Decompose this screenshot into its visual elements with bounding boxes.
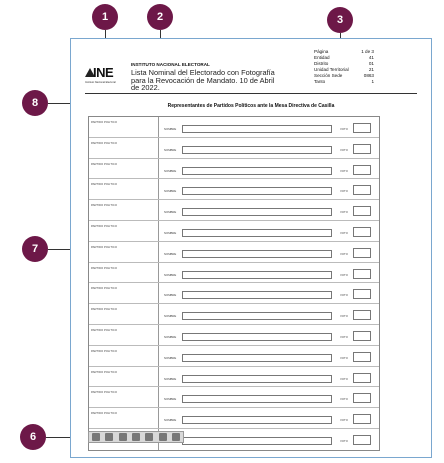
name-field[interactable]: [182, 395, 332, 403]
name-label: NOMBRE: [164, 334, 177, 339]
vote-label: VOTO: [340, 314, 348, 319]
column-divider: [158, 117, 159, 137]
name-field[interactable]: [182, 187, 332, 195]
meta-value: 01: [368, 61, 374, 67]
meta-label: Tanto: [314, 79, 326, 85]
barcode-block: [92, 433, 100, 441]
column-divider: [158, 221, 159, 241]
name-label: NOMBRE: [164, 376, 177, 381]
vote-field[interactable]: [353, 144, 371, 154]
table-row: [89, 242, 379, 263]
name-label: NOMBRE: [164, 168, 177, 173]
vote-label: VOTO: [340, 397, 348, 402]
barcode-block: [145, 433, 153, 441]
party-label: PARTIDO POLITICO: [91, 327, 118, 332]
vote-label: VOTO: [340, 355, 348, 360]
column-divider: [158, 367, 159, 387]
column-divider: [158, 325, 159, 345]
name-label: NOMBRE: [164, 230, 177, 235]
vote-label: VOTO: [340, 418, 348, 423]
table-row: [89, 367, 379, 388]
meta-value: 0863: [363, 73, 374, 79]
callout-7: 7: [22, 236, 48, 262]
column-divider: [158, 200, 159, 220]
logo-text: INE: [93, 65, 114, 80]
document-page: [70, 38, 432, 458]
column-divider: [158, 346, 159, 366]
meta-label: Entidad: [314, 55, 330, 61]
vote-label: VOTO: [340, 376, 348, 381]
institution-name: INSTITUTO NACIONAL ELECTORAL: [131, 62, 210, 67]
column-divider: [158, 138, 159, 158]
name-label: NOMBRE: [164, 127, 177, 131]
name-field[interactable]: [182, 416, 332, 424]
header-divider: [85, 93, 417, 94]
party-label: PARTIDO POLITICO: [91, 286, 118, 291]
column-divider: [158, 179, 159, 199]
table-row: [89, 117, 379, 138]
vote-field[interactable]: [353, 393, 371, 403]
vote-field[interactable]: [353, 165, 371, 175]
name-label: NOMBRE: [164, 355, 177, 360]
column-divider: [158, 304, 159, 324]
vote-field[interactable]: [353, 289, 371, 299]
callout-8: 8: [22, 90, 48, 116]
table-row: [89, 221, 379, 242]
callout-6: 6: [20, 424, 46, 450]
table-row: [89, 346, 379, 367]
vote-field[interactable]: [353, 414, 371, 424]
name-field[interactable]: [182, 208, 332, 216]
name-label: NOMBRE: [164, 251, 177, 256]
table-row: [89, 159, 379, 180]
vote-field[interactable]: [353, 269, 371, 279]
vote-label: VOTO: [340, 438, 348, 443]
meta-row: [314, 79, 374, 85]
meta-label: Distrito: [314, 61, 329, 67]
name-field[interactable]: [182, 271, 332, 279]
table-row: [89, 200, 379, 221]
name-label: NOMBRE: [164, 147, 177, 152]
callout-1: 1: [92, 4, 118, 30]
vote-field[interactable]: [353, 206, 371, 216]
name-label: NOMBRE: [164, 293, 177, 298]
vote-label: VOTO: [340, 251, 348, 256]
meta-label: Página: [314, 49, 329, 54]
name-field[interactable]: [182, 354, 332, 362]
vote-field[interactable]: [353, 227, 371, 237]
meta-value: 1 de 3: [361, 49, 374, 54]
barcode-block: [119, 433, 127, 441]
meta-label: Sección Sede: [314, 73, 343, 79]
representatives-table: [88, 116, 380, 451]
table-row: [89, 304, 379, 325]
name-field[interactable]: [182, 125, 332, 133]
table-row: [89, 325, 379, 346]
vote-field[interactable]: [353, 331, 371, 341]
name-field[interactable]: [182, 250, 332, 258]
vote-label: VOTO: [340, 334, 348, 339]
meta-value: 41: [368, 55, 374, 61]
name-field[interactable]: [182, 375, 332, 383]
vote-field[interactable]: [353, 435, 371, 445]
name-field[interactable]: [182, 146, 332, 154]
table-row: [89, 179, 379, 200]
vote-label: VOTO: [340, 147, 348, 152]
vote-label: VOTO: [340, 210, 348, 215]
party-label: PARTIDO POLITICO: [91, 223, 118, 228]
vote-label: VOTO: [340, 168, 348, 173]
party-label: PARTIDO POLITICO: [91, 120, 118, 124]
party-label: PARTIDO POLITICO: [91, 369, 118, 374]
party-label: PARTIDO POLITICO: [91, 140, 118, 145]
column-divider: [158, 263, 159, 283]
logo-subtitle: Instituto Nacional Electoral: [85, 81, 116, 84]
ine-logo: [85, 65, 116, 84]
section-title: Representantes de Partidos Políticos ante la Mesa Directiva de Casilla: [167, 103, 335, 109]
column-divider: [158, 408, 159, 428]
name-label: NOMBRE: [164, 272, 177, 277]
column-divider: [158, 283, 159, 303]
barcode-block: [132, 433, 140, 441]
vote-label: VOTO: [340, 230, 348, 235]
callout-3: 3: [327, 7, 353, 33]
name-label: NOMBRE: [164, 397, 177, 402]
vote-field[interactable]: [353, 373, 371, 383]
column-divider: [158, 242, 159, 262]
name-field[interactable]: [182, 437, 332, 445]
barcode-block: [105, 433, 113, 441]
column-divider: [158, 159, 159, 179]
table-row: [89, 283, 379, 304]
name-field[interactable]: [182, 333, 332, 341]
callout-2: 2: [147, 4, 173, 30]
barcode-block: [159, 433, 167, 441]
name-label: NOMBRE: [164, 418, 177, 423]
party-label: PARTIDO POLITICO: [91, 265, 118, 270]
party-label: PARTIDO POLITICO: [91, 390, 118, 395]
vote-field[interactable]: [353, 352, 371, 362]
column-divider: [158, 387, 159, 407]
vote-label: VOTO: [340, 272, 348, 277]
vote-field[interactable]: [353, 185, 371, 195]
barcode-block: [172, 433, 180, 441]
party-label: PARTIDO POLITICO: [91, 182, 118, 187]
name-field[interactable]: [182, 312, 332, 320]
vote-field[interactable]: [353, 248, 371, 258]
party-label: PARTIDO POLITICO: [91, 411, 118, 416]
meta-value: 1: [371, 79, 374, 85]
party-label: PARTIDO POLITICO: [91, 307, 118, 312]
table-row: [89, 408, 379, 429]
name-label: NOMBRE: [164, 210, 177, 215]
vote-field[interactable]: [353, 310, 371, 320]
vote-label: VOTO: [340, 127, 348, 131]
name-field[interactable]: [182, 291, 332, 299]
name-label: NOMBRE: [164, 189, 177, 194]
table-row: [89, 263, 379, 284]
party-label: PARTIDO POLITICO: [91, 203, 118, 208]
name-field[interactable]: [182, 229, 332, 237]
party-label: PARTIDO POLITICO: [91, 348, 118, 353]
barcode: [88, 431, 184, 443]
table-row: [89, 387, 379, 408]
party-label: PARTIDO POLITICO: [91, 161, 118, 166]
vote-field[interactable]: [353, 123, 371, 133]
metadata-block: [314, 49, 374, 86]
party-label: PARTIDO POLITICO: [91, 244, 118, 249]
vote-label: VOTO: [340, 189, 348, 194]
vote-label: VOTO: [340, 293, 348, 298]
document-title: Lista Nominal del Electorado con Fotografía para la Revocación de Mandato. 10 de Abril de 2022.: [131, 68, 275, 93]
table-row: [89, 138, 379, 159]
name-field[interactable]: [182, 167, 332, 175]
name-label: NOMBRE: [164, 314, 177, 319]
meta-value: 21: [368, 67, 374, 73]
meta-label: Unidad Territorial: [314, 67, 349, 73]
